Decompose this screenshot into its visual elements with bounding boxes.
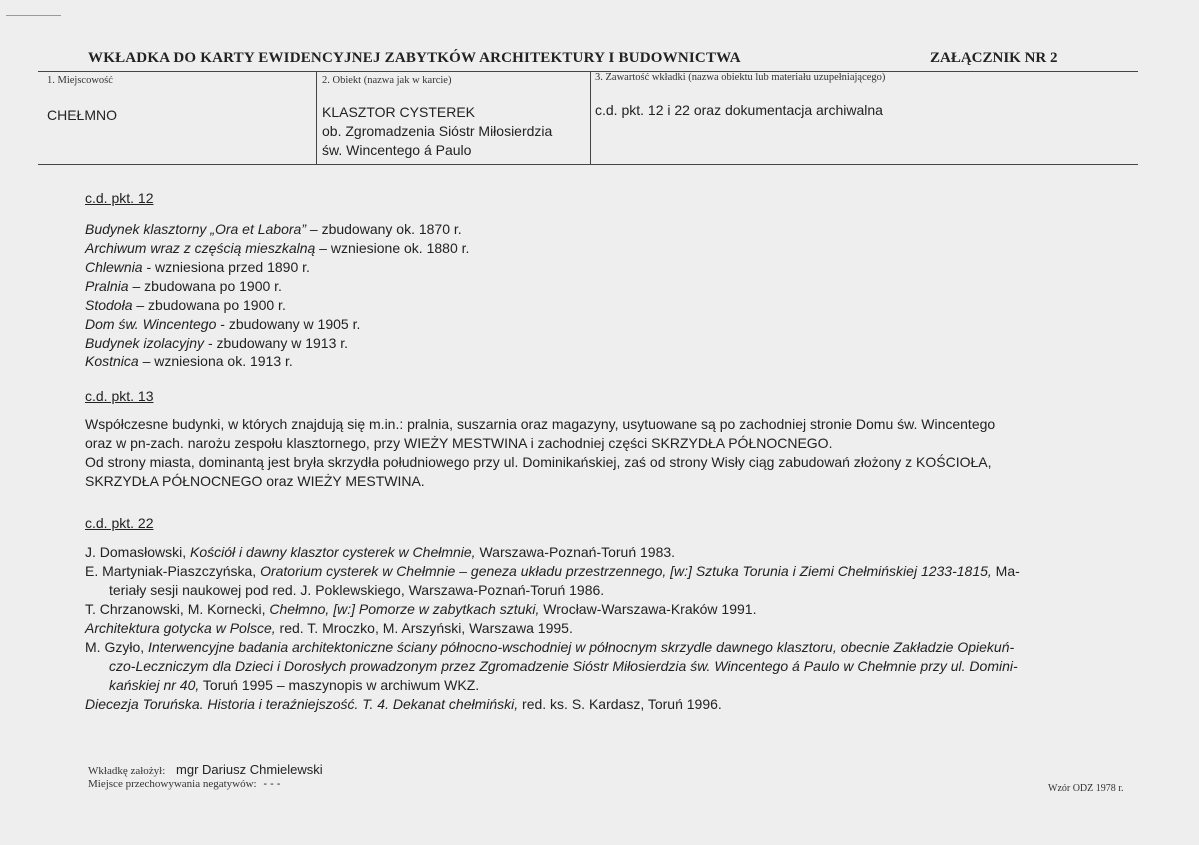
building-date: - zbudowany w 1905 r.: [216, 316, 361, 332]
field-2-value: [322, 103, 552, 160]
building-name: Budynek izolacyjny: [85, 335, 205, 351]
reference-item: Diecezja Toruńska. Historia i teraźniejszość. T. 4. Dekanat chełmiński, red. ks. S. Kardasz, Toruń 1996.: [85, 696, 722, 712]
annex-number: ZAŁĄCZNIK NR 2: [930, 50, 1058, 66]
building-name: Stodoła: [85, 297, 133, 313]
section-22-heading: c.d. pkt. 22: [85, 515, 154, 531]
bibliography: [85, 543, 1133, 714]
reference-item: M. Gzyło, Interwencyjne badania architektoniczne ściany północno-wschodniej w północnym skrzydle dawnego klasztoru, obecnie Zakładzie Opiekuń-: [85, 639, 1015, 655]
card-title: WKŁADKA DO KARTY EWIDENCYJNEJ ZABYTKÓW ARCHITEKTURY I BUDOWNICTWA: [88, 50, 741, 66]
form-bottom-rule: [38, 164, 1138, 165]
reference-item: J. Domasłowski, Kościół i dawny klasztor cysterek w Chełmnie, Warszawa-Poznań-Toruń 1983.: [85, 544, 676, 560]
building-name: Budynek klasztorny „Ora et Labora”: [85, 221, 306, 237]
reference-continuation: czo-Leczniczym dla Dzieci i Dorosłych prowadzonym przez Zgromadzenie Sióstr Miłosierdzia św. Wincentego á Paulo w Chełmnie przy ul. Domini-: [109, 658, 1018, 674]
top-edge-line: [6, 15, 61, 16]
building-item: [85, 221, 462, 237]
building-item: [85, 278, 282, 294]
building-date: - wzniesiona przed 1890 r.: [142, 259, 310, 275]
section-12-heading: c.d. pkt. 12: [85, 190, 154, 206]
field-1-label: 1. Miejscowość: [47, 75, 113, 86]
field-3-label: 3. Zawartość wkładki (nazwa obiektu lub materiału uzupełniającego): [595, 72, 886, 83]
form-divider-2: [590, 71, 591, 165]
section-13-heading: c.d. pkt. 13: [85, 388, 154, 404]
reference-continuation: kańskiej nr 40, Toruń 1995 – maszynopis w archiwum WKZ.: [109, 677, 480, 693]
reference-item: E. Martyniak-Piaszczyńska, Oratorium cysterek w Chełmnie – geneza układu przestrzennego, [w:] Sztuka Torunia i Ziemi Chełmińskiej 1233-1815, Ma-: [85, 563, 1020, 579]
field-2-label: 2. Obiekt (nazwa jak w karcie): [322, 75, 452, 86]
building-name: Chlewnia: [85, 259, 143, 275]
reference-item: Architektura gotycka w Polsce, red. T. Mroczko, M. Arszyński, Warszawa 1995.: [85, 620, 573, 636]
building-item: [85, 353, 293, 369]
author-label: Wkładkę założył:: [88, 765, 166, 777]
building-name: Dom św. Wincentego: [85, 316, 217, 332]
building-name: Archiwum wraz z częścią mieszkalną: [85, 240, 316, 256]
building-date: - zbudowany w 1913 r.: [204, 335, 349, 351]
reference-continuation: teriały sesji naukowej pod red. J. Poklewskiego, Warszawa-Poznań-Toruń 1986.: [109, 582, 605, 598]
form-version: Wzór ODZ 1978 r.: [1048, 783, 1124, 794]
negatives-label: Miejsce przechowywania negatywów:: [88, 778, 257, 790]
author-value: mgr Dariusz Chmielewski: [176, 762, 323, 777]
field-1-value: CHEŁMNO: [47, 107, 118, 123]
paragraph-line: Od strony miasta, dominantą jest bryła skrzydła południowego przy ul. Dominikańskiej, zaś od strony Wisły ciąg zabudowań złożony z KOŚCIOŁA,: [85, 454, 992, 470]
building-date: – wzniesiona ok. 1913 r.: [138, 353, 293, 369]
building-date: – zbudowana po 1900 r.: [128, 278, 282, 294]
field-2-line: św. Wincentego á Paulo: [322, 142, 472, 158]
negatives-row: [88, 778, 280, 790]
section-13-text: [85, 415, 1133, 491]
building-item: [85, 297, 286, 313]
building-name: Kostnica: [85, 353, 139, 369]
building-date: – zbudowany ok. 1870 r.: [306, 221, 462, 237]
reference-item: T. Chrzanowski, M. Kornecki, Chełmno, [w:] Pomorze w zabytkach sztuki, Wrocław-Warszawa-Kraków 1991.: [85, 601, 757, 617]
field-2-line: KLASZTOR CYSTEREK: [322, 104, 476, 120]
author-row: [88, 762, 323, 777]
paragraph-line: Współczesne budynki, w których znajdują się m.in.: pralnia, suszarnia oraz magazyny, usytuowane są po zachodniej stronie Domu św. Wincentego: [85, 416, 996, 432]
building-item: [85, 259, 310, 275]
form-divider-1: [316, 71, 317, 165]
building-date: – wzniesione ok. 1880 r.: [315, 240, 470, 256]
building-item: [85, 240, 469, 256]
building-item: [85, 335, 348, 351]
paragraph-line: oraz w pn-zach. narożu zespołu klasztornego, przy WIEŻY MESTWINA i zachodniej części SKRZYDŁA PÓŁNOCNEGO.: [85, 435, 833, 451]
field-3-value: c.d. pkt. 12 i 22 oraz dokumentacja archiwalna: [595, 102, 883, 118]
field-2-line: ob. Zgromadzenia Sióstr Miłosierdzia: [322, 123, 553, 139]
building-name: Pralnia: [85, 278, 129, 294]
negatives-value: - - -: [263, 778, 281, 790]
paragraph-line: SKRZYDŁA PÓŁNOCNEGO oraz WIEŻY MESTWINA.: [85, 473, 425, 489]
building-date: – zbudowana po 1900 r.: [132, 297, 286, 313]
building-item: [85, 316, 360, 332]
form-top-rule: [38, 71, 1138, 72]
